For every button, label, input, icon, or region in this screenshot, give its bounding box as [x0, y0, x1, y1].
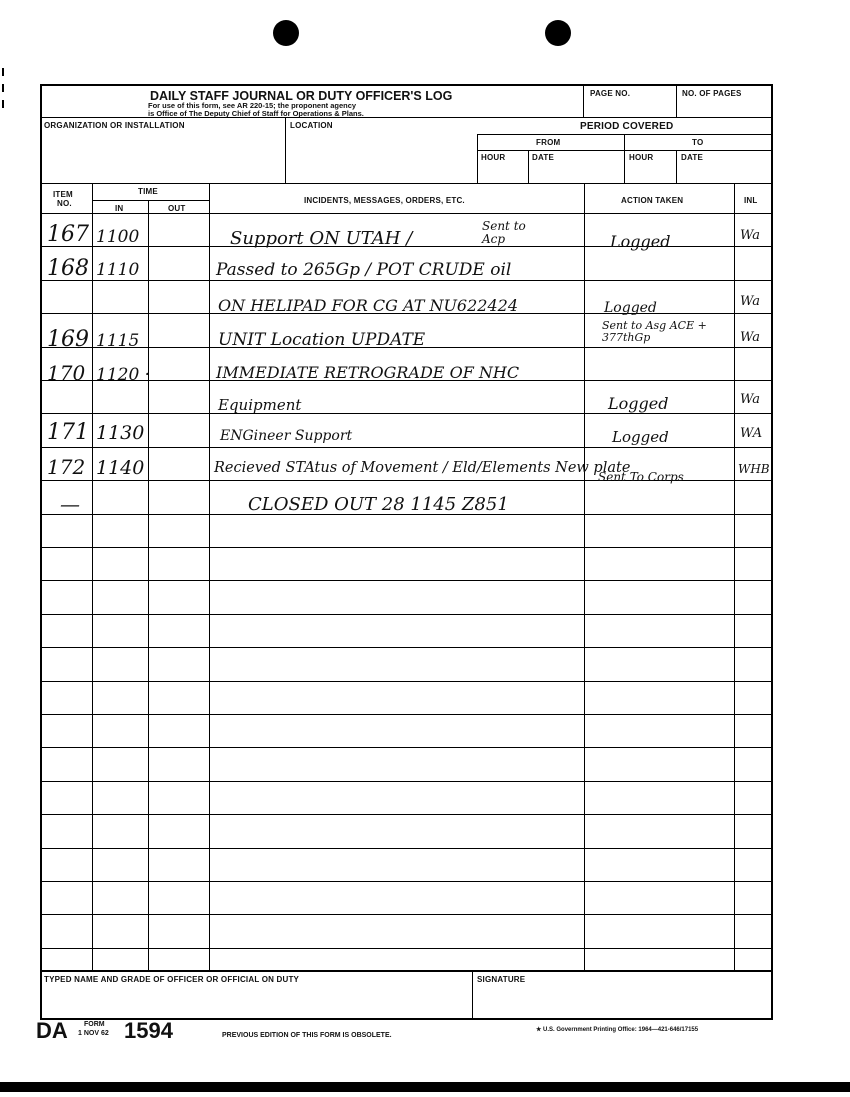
entry-172-initials: WHB [738, 462, 770, 476]
entry-168b-initials: Wa [740, 294, 760, 309]
entry-171-incident: ENGineer Support [220, 428, 353, 444]
row-line [40, 881, 773, 882]
row-line [40, 447, 773, 448]
journal-form [40, 84, 773, 1020]
footer-gpo: ★ U.S. Government Printing Office: 1964—421-646/17155 [536, 1027, 699, 1033]
row-line [40, 280, 773, 281]
footer-form-number: 1594 [124, 1018, 173, 1043]
row-line [40, 814, 773, 815]
to-hour-label: HOUR [629, 153, 654, 162]
entry-170b-initials: Wa [740, 392, 760, 407]
entry-170-incident: IMMEDIATE RETROGRADE OF NHC [216, 363, 520, 382]
incidents-label: INCIDENTS, MESSAGES, ORDERS, ETC. [304, 196, 465, 205]
time-label: TIME [138, 187, 158, 196]
location-label: LOCATION [290, 121, 333, 130]
time-out-label: OUT [168, 204, 186, 213]
organization-label: ORGANIZATION OR INSTALLATION [44, 121, 185, 130]
form-subtitle-line-2: is Office of The Deputy Chief of Staff for Operations & Plans. [148, 109, 364, 118]
form-subtitle-line-1: For use of this form, see AR 220-15; the proponent agency [148, 101, 357, 110]
footer-previous-edition: PREVIOUS EDITION OF THIS FORM IS OBSOLETE. [222, 1032, 392, 1039]
row-line [40, 747, 773, 748]
entry-170-time: 1120 · [96, 365, 151, 385]
to-label: TO [692, 138, 704, 147]
row-line [40, 914, 773, 915]
entry-171-initials: WA [740, 426, 763, 441]
row-line [40, 781, 773, 782]
scan-bottom-edge [0, 1082, 850, 1092]
initials-label: INL [744, 196, 758, 205]
footer-form-label: FORM [84, 1021, 105, 1028]
entry-168-time: 1110 [96, 260, 140, 280]
entry-171-time: 1130 [96, 422, 145, 444]
entry-167-action: Logged [610, 232, 671, 251]
closing-item-dash: — [60, 492, 80, 516]
no-of-pages-label: NO. OF PAGES [682, 89, 742, 98]
signature-label: SIGNATURE [477, 975, 526, 984]
footer-nov-label: 1 NOV 62 [78, 1030, 109, 1037]
punch-hole-right [545, 20, 571, 46]
entry-172-time: 1140 [96, 457, 145, 479]
entry-167-time: 1100 [96, 227, 140, 247]
entry-169-initials: Wa [740, 330, 760, 345]
row-line [40, 647, 773, 648]
entry-167-note: Sent to Acp [482, 219, 526, 246]
from-date-label: DATE [532, 153, 554, 162]
closing-entry: CLOSED OUT 28 1145 Z851 [248, 494, 509, 515]
entry-167-item: 167 [47, 222, 89, 247]
entry-169-time: 1115 [96, 331, 140, 351]
entry-171-item: 171 [47, 420, 89, 445]
entry-168-item: 168 [47, 256, 89, 281]
item-no-label-2: NO. [57, 199, 72, 208]
row-line [40, 547, 773, 548]
entry-170b-incident: Equipment [218, 396, 302, 414]
typed-name-label: TYPED NAME AND GRADE OF OFFICER OR OFFICIAL ON DUTY [44, 975, 300, 984]
entry-169-incident: UNIT Location UPDATE [218, 330, 426, 350]
entry-168b-incident: ON HELIPAD FOR CG AT NU622424 [218, 296, 519, 315]
row-line [40, 614, 773, 615]
form-title: DAILY STAFF JOURNAL OR DUTY OFFICER'S LOG [150, 89, 453, 103]
punch-hole-left [273, 20, 299, 46]
entry-169-action: Sent to Asg ACE + 377thGp [602, 319, 707, 344]
entry-172-item: 172 [47, 455, 86, 479]
entry-168b-action: Logged [604, 300, 657, 316]
entry-169-item: 169 [47, 327, 89, 352]
entry-168-incident: Passed to 265Gp / POT CRUDE oil [216, 260, 512, 280]
row-line [40, 848, 773, 849]
from-label: FROM [536, 138, 561, 147]
entry-172-incident: Recieved STAtus of Movement / Eld/Elements New plate [214, 460, 631, 476]
entry-167-incident: Support ON UTAH / [230, 228, 413, 249]
scan-mark [2, 68, 4, 76]
from-hour-label: HOUR [481, 153, 506, 162]
row-line [40, 714, 773, 715]
row-line [40, 413, 773, 414]
row-line [40, 681, 773, 682]
row-line [40, 948, 773, 949]
entry-167-initials: Wa [740, 228, 760, 243]
item-no-label: ITEM [53, 190, 73, 199]
action-taken-label: ACTION TAKEN [621, 196, 684, 205]
entry-172-action: Sent To Corps [598, 470, 684, 484]
footer-da: DA [36, 1018, 68, 1043]
page-no-label: PAGE NO. [590, 89, 631, 98]
row-line [40, 580, 773, 581]
entry-171-action: Logged [612, 428, 669, 446]
scan-mark [2, 100, 4, 108]
entry-170b-action: Logged [608, 394, 669, 413]
scan-mark [2, 84, 4, 92]
time-in-label: IN [115, 204, 124, 213]
to-date-label: DATE [681, 153, 703, 162]
entry-170-item: 170 [47, 361, 86, 385]
period-covered-label: PERIOD COVERED [580, 121, 674, 132]
